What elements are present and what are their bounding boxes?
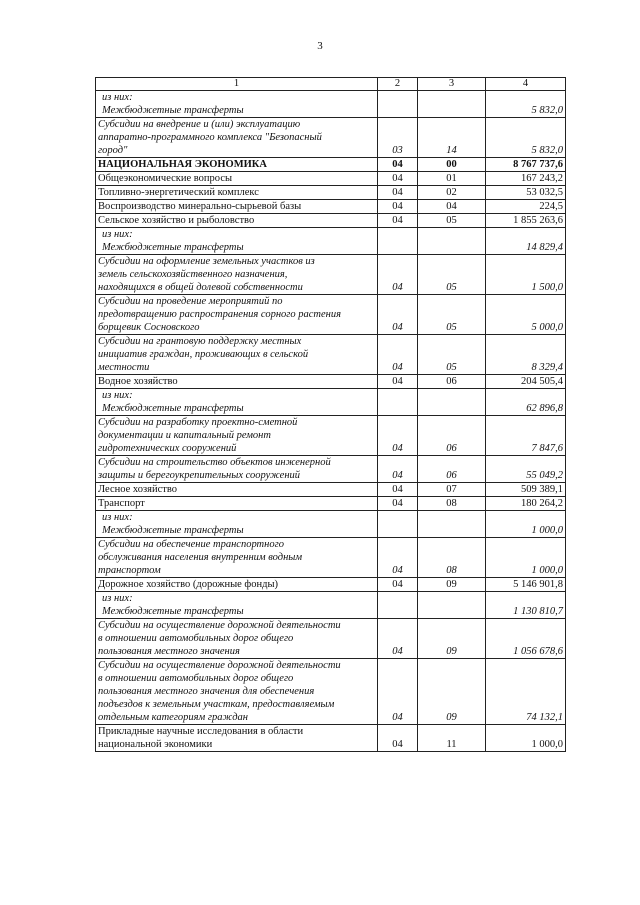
subsection-code-cell: 09 (418, 659, 486, 725)
table-row (96, 335, 566, 375)
subsection-code-cell: 14 (418, 118, 486, 158)
table-row (96, 619, 566, 659)
section-code-cell: 04 (378, 483, 418, 497)
section-code-cell: 03 (378, 118, 418, 158)
amount-cell: 7 847,6 (486, 416, 566, 456)
row-name-cell (96, 91, 378, 118)
amount-cell: 14 829,4 (486, 228, 566, 255)
subsection-code-cell: 11 (418, 725, 486, 752)
table-row (96, 456, 566, 483)
row-name-cell: Сельское хозяйство и рыболовство (96, 214, 378, 228)
section-code-cell: 04 (378, 416, 418, 456)
row-name-cell: Общеэкономические вопросы (96, 172, 378, 186)
section-code-cell: 04 (378, 538, 418, 578)
table-row (96, 255, 566, 295)
row-name-cell: Транспорт (96, 497, 378, 511)
table-row (96, 228, 566, 255)
section-code-cell (378, 91, 418, 118)
amount-cell: 1 000,0 (486, 538, 566, 578)
row-name-cell: Воспроизводство минерально-сырьевой базы (96, 200, 378, 214)
table-row (96, 91, 566, 118)
section-code-cell: 04 (378, 456, 418, 483)
section-code-cell: 04 (378, 578, 418, 592)
subsection-code-cell: 08 (418, 497, 486, 511)
table-row (96, 592, 566, 619)
subsection-code-cell: 06 (418, 456, 486, 483)
amount-cell: 5 146 901,8 (486, 578, 566, 592)
table-row (96, 172, 566, 186)
row-name-cell (96, 511, 378, 538)
subheading-label: из них: (102, 92, 133, 103)
table-row (96, 389, 566, 416)
table-row (96, 118, 566, 158)
section-code-cell: 04 (378, 335, 418, 375)
row-name-cell: Субсидии на оформление земельных участков из земель сельскохозяйственного назначения, находящихся в общей долевой собственности (96, 255, 378, 295)
row-name-cell (96, 592, 378, 619)
subsection-code-cell (418, 91, 486, 118)
table-row (96, 725, 566, 752)
subsection-code-cell: 02 (418, 186, 486, 200)
row-name-cell: Субсидии на осуществление дорожной деятельности в отношении автомобильных дорог общего пользования местного значения для обеспечения подъездов к земельным участкам, предоставляемым отдельным категориям граждан (96, 659, 378, 725)
table-row (96, 497, 566, 511)
row-name-cell: Субсидии на грантовую поддержку местных инициатив граждан, проживающих в сельской местности (96, 335, 378, 375)
subsection-code-cell: 04 (418, 200, 486, 214)
amount-cell: 74 132,1 (486, 659, 566, 725)
amount-cell: 167 243,2 (486, 172, 566, 186)
amount-cell: 55 049,2 (486, 456, 566, 483)
table-row (96, 186, 566, 200)
amount-cell: 1 000,0 (486, 511, 566, 538)
row-name-cell: Субсидии на проведение мероприятий по предотвращению распространения сорного растения борщевик Сосновского (96, 295, 378, 335)
subheading-label: из них: (102, 390, 133, 401)
row-name-cell: Субсидии на внедрение и (или) эксплуатацию аппаратно-программного комплекса "Безопасный город" (96, 118, 378, 158)
row-name-cell: Водное хозяйство (96, 375, 378, 389)
row-name-cell: Дорожное хозяйство (дорожные фонды) (96, 578, 378, 592)
subsection-code-cell: 07 (418, 483, 486, 497)
table-row (96, 200, 566, 214)
row-name-cell: Лесное хозяйство (96, 483, 378, 497)
row-name-cell: НАЦИОНАЛЬНАЯ ЭКОНОМИКА (96, 158, 378, 172)
subheading-label: из них: (102, 512, 133, 523)
amount-cell: 8 767 737,6 (486, 158, 566, 172)
row-name: Межбюджетные трансферты (102, 105, 244, 116)
section-code-cell: 04 (378, 214, 418, 228)
subsection-code-cell (418, 592, 486, 619)
section-code-cell: 04 (378, 172, 418, 186)
row-name-cell: Топливно-энергетический комплекс (96, 186, 378, 200)
header-cell-1: 1 (96, 78, 378, 91)
table-row (96, 214, 566, 228)
header-cell-2: 2 (378, 78, 418, 91)
section-code-cell: 04 (378, 200, 418, 214)
table-header-row (96, 78, 566, 91)
section-code-cell: 04 (378, 659, 418, 725)
table-row (96, 158, 566, 172)
section-code-cell: 04 (378, 375, 418, 389)
table-row (96, 659, 566, 725)
row-name: Межбюджетные трансферты (102, 525, 244, 536)
subsection-code-cell: 09 (418, 578, 486, 592)
amount-cell: 224,5 (486, 200, 566, 214)
section-code-cell: 04 (378, 497, 418, 511)
row-name: Межбюджетные трансферты (102, 242, 244, 253)
amount-cell: 1 855 263,6 (486, 214, 566, 228)
table-row (96, 538, 566, 578)
amount-cell: 53 032,5 (486, 186, 566, 200)
subheading-label: из них: (102, 593, 133, 604)
amount-cell: 1 500,0 (486, 255, 566, 295)
subsection-code-cell: 05 (418, 295, 486, 335)
table-row (96, 511, 566, 538)
subsection-code-cell: 05 (418, 255, 486, 295)
row-name-cell: Субсидии на осуществление дорожной деятельности в отношении автомобильных дорог общего пользования местного значения (96, 619, 378, 659)
subsection-code-cell: 08 (418, 538, 486, 578)
row-name-cell: Субсидии на строительство объектов инженерной защиты и берегоукрепительных сооружений (96, 456, 378, 483)
section-code-cell (378, 228, 418, 255)
table-row (96, 416, 566, 456)
amount-cell: 1 056 678,6 (486, 619, 566, 659)
header-cell-4: 4 (486, 78, 566, 91)
row-name-cell: Субсидии на разработку проектно-сметной документации и капитальный ремонт гидротехнических сооружений (96, 416, 378, 456)
table-row (96, 295, 566, 335)
section-code-cell (378, 389, 418, 416)
amount-cell: 180 264,2 (486, 497, 566, 511)
section-code-cell (378, 511, 418, 538)
section-code-cell: 04 (378, 619, 418, 659)
subsection-code-cell: 05 (418, 335, 486, 375)
subheading-label: из них: (102, 229, 133, 240)
amount-cell: 5 832,0 (486, 118, 566, 158)
subsection-code-cell: 06 (418, 375, 486, 389)
subsection-code-cell (418, 389, 486, 416)
amount-cell: 8 329,4 (486, 335, 566, 375)
table-row (96, 375, 566, 389)
section-code-cell: 04 (378, 255, 418, 295)
subsection-code-cell: 06 (418, 416, 486, 456)
page-number: 3 (317, 40, 323, 52)
subsection-code-cell: 09 (418, 619, 486, 659)
section-code-cell: 04 (378, 725, 418, 752)
subsection-code-cell (418, 511, 486, 538)
subsection-code-cell: 05 (418, 214, 486, 228)
amount-cell: 5 832,0 (486, 91, 566, 118)
row-name-cell (96, 228, 378, 255)
subsection-code-cell (418, 228, 486, 255)
table-row (96, 578, 566, 592)
amount-cell: 1 130 810,7 (486, 592, 566, 619)
amount-cell: 204 505,4 (486, 375, 566, 389)
section-code-cell: 04 (378, 186, 418, 200)
section-code-cell: 04 (378, 295, 418, 335)
section-code-cell (378, 592, 418, 619)
amount-cell: 5 000,0 (486, 295, 566, 335)
row-name-cell: Прикладные научные исследования в области национальной экономики (96, 725, 378, 752)
row-name-cell (96, 389, 378, 416)
subsection-code-cell: 00 (418, 158, 486, 172)
amount-cell: 62 896,8 (486, 389, 566, 416)
amount-cell: 1 000,0 (486, 725, 566, 752)
header-cell-3: 3 (418, 78, 486, 91)
table-row (96, 483, 566, 497)
section-code-cell: 04 (378, 158, 418, 172)
amount-cell: 509 389,1 (486, 483, 566, 497)
row-name: Межбюджетные трансферты (102, 606, 244, 617)
subsection-code-cell: 01 (418, 172, 486, 186)
budget-table (95, 77, 566, 752)
row-name: Межбюджетные трансферты (102, 403, 244, 414)
row-name-cell: Субсидии на обеспечение транспортного обслуживания населения внутренним водным транспортом (96, 538, 378, 578)
